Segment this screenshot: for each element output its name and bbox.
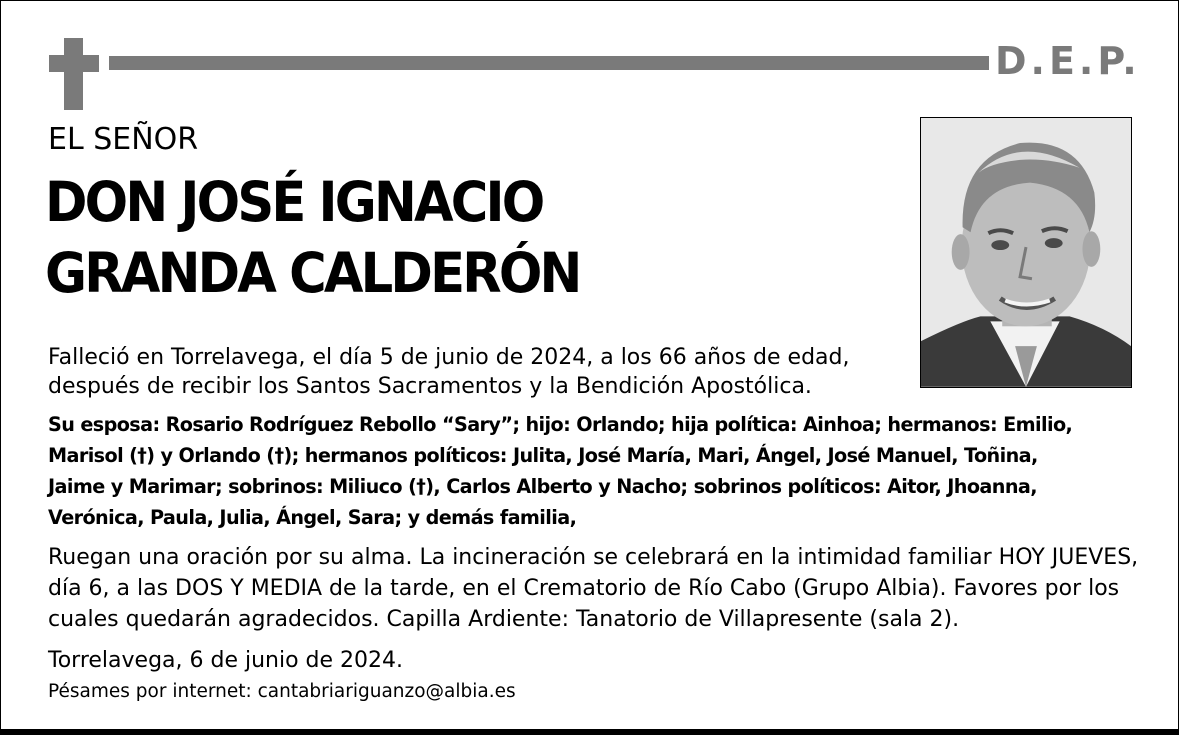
title-prefix: EL SEÑOR [48,122,199,157]
deceased-name [45,167,580,309]
ceremony-line-1: Ruegan una oración por su alma. La incineración se celebrará en la intimidad familiar HOY JUEVES, [48,545,1139,570]
family-line-1: Su esposa: Rosario Rodríguez Rebollo “Sary”; hijo: Orlando; hija política: Ainhoa; hermanos: Emilio, [48,413,1073,436]
name-line-1: DON JOSÉ IGNACIO [45,170,543,234]
header-rule [109,56,989,70]
family-line-2: Marisol (†) y Orlando (†); hermanos políticos: Julita, José María, Mari, Ángel, José Manuel, Toñina, [48,444,1038,467]
family-line-3: Jaime y Marimar; sobrinos: Miliuco (†), Carlos Alberto y Nacho; sobrinos políticos: Aitor, Jhoanna, [48,475,1037,498]
death-notice-paragraph [48,343,908,401]
dep-label: D.E.P. [995,39,1141,83]
ceremony-line-2: día 6, a las DOS Y MEDIA de la tarde, en el Crematorio de Río Cabo (Grupo Albia). Favores por los [48,576,1120,601]
name-line-2: GRANDA CALDERÓN [45,241,580,305]
ceremony-paragraph [48,542,1148,635]
death-notice-line-2: después de recibir los Santos Sacramentos y la Bendición Apostólica. [48,374,812,399]
death-notice-line-1: Falleció en Torrelavega, el día 5 de junio de 2024, a los 66 años de edad, [48,345,850,370]
family-paragraph [48,409,1163,533]
place-date: Torrelavega, 6 de junio de 2024. [48,648,404,673]
family-line-4: Verónica, Paula, Julia, Ángel, Sara; y demás familia, [48,506,577,529]
condolences-email: Pésames por internet: cantabriariguanzo@albia.es [48,681,516,702]
ceremony-line-3: cuales quedarán agradecidos. Capilla Ardiente: Tanatorio de Villapresente (sala 2). [48,607,960,632]
cross-icon [49,38,99,110]
portrait-photo [920,117,1132,388]
